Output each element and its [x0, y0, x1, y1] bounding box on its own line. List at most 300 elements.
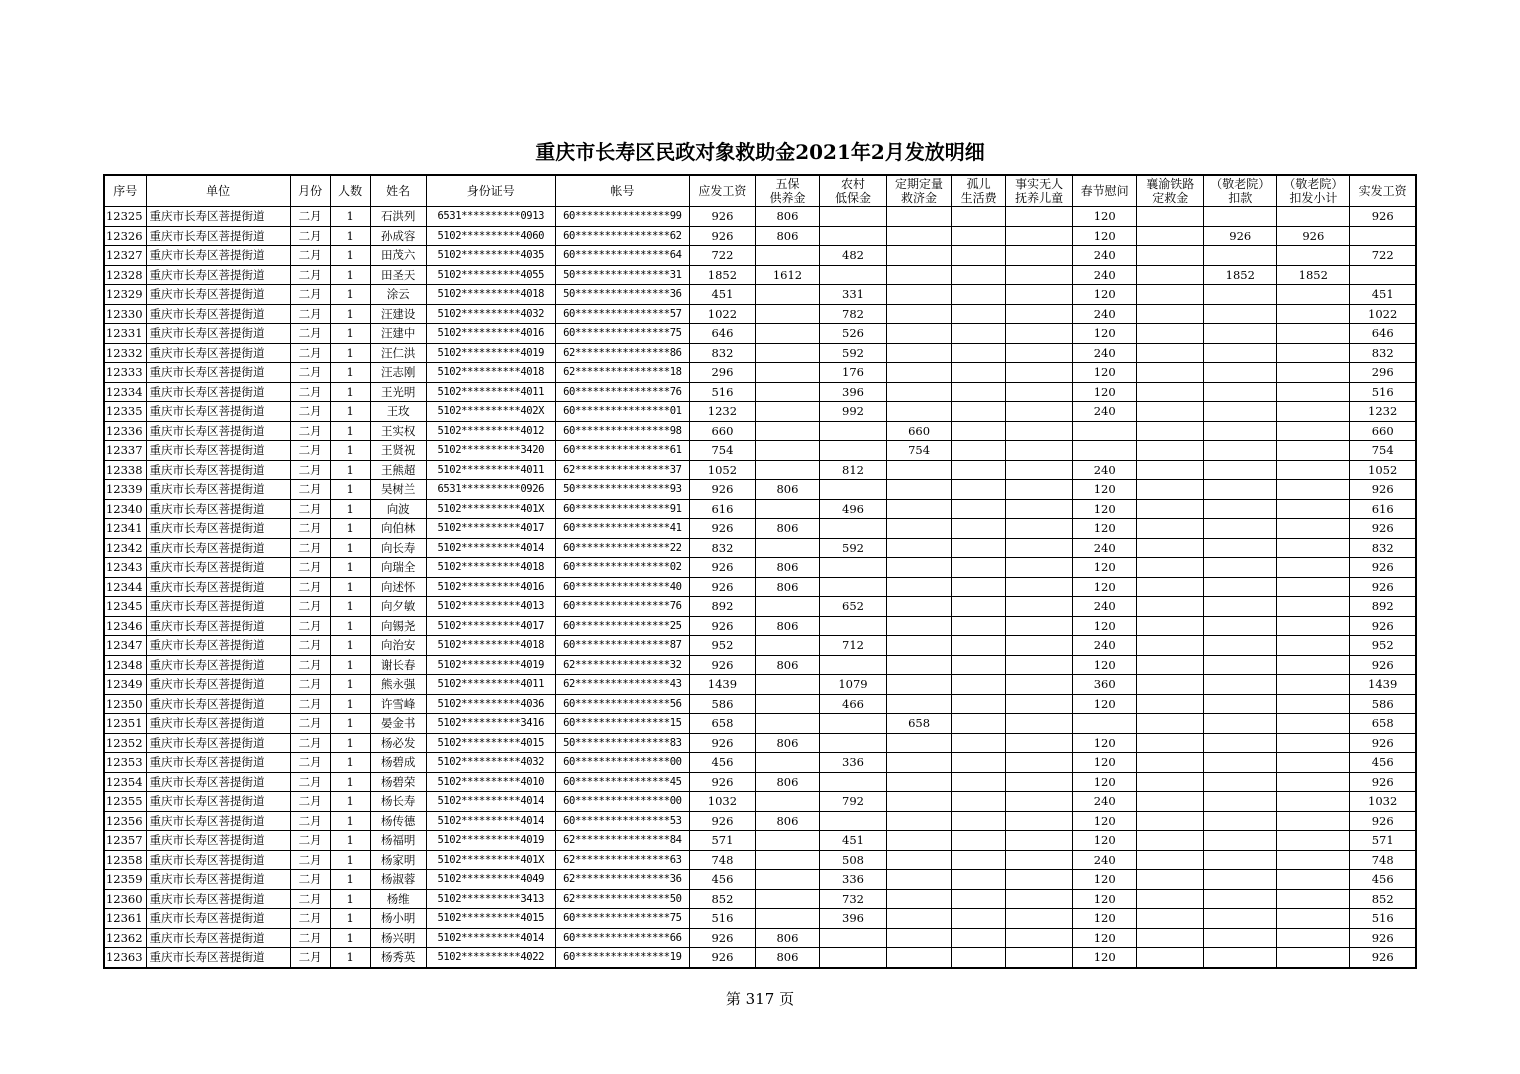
- unit-cell: 重庆市长寿区菩提街道: [146, 402, 290, 422]
- serial-cell: 12342: [104, 538, 146, 558]
- unsupported-children-cell: [1006, 948, 1073, 968]
- rural-subsistence-cell: 176: [819, 363, 886, 383]
- serial-cell: 12362: [104, 928, 146, 948]
- name-cell: 杨小明: [370, 909, 426, 929]
- spring-festival-cell: 120: [1073, 772, 1137, 792]
- nursing-home-subtotal-cell: [1277, 499, 1350, 519]
- col-header-spring-festival: 春节慰问: [1073, 175, 1137, 207]
- rural-subsistence-cell: [819, 811, 886, 831]
- unit-cell: 重庆市长寿区菩提街道: [146, 480, 290, 500]
- net-pay-cell: 926: [1350, 519, 1416, 539]
- unsupported-children-cell: [1006, 636, 1073, 656]
- spring-festival-cell: 240: [1073, 265, 1137, 285]
- serial-cell: 12361: [104, 909, 146, 929]
- month-cell: 二月: [290, 402, 330, 422]
- col-header-unit: 单位: [146, 175, 290, 207]
- spring-festival-cell: 120: [1073, 207, 1137, 227]
- serial-cell: 12334: [104, 382, 146, 402]
- serial-cell: 12329: [104, 285, 146, 305]
- name-cell: 向锡尧: [370, 616, 426, 636]
- orphan-allowance-cell: [952, 889, 1006, 909]
- nursing-home-subtotal-cell: [1277, 772, 1350, 792]
- serial-cell: 12326: [104, 226, 146, 246]
- nursing-home-subtotal-cell: [1277, 636, 1350, 656]
- gross-pay-cell: 456: [689, 870, 755, 890]
- railway-relief-cell: [1137, 694, 1204, 714]
- periodic-relief-cell: [887, 226, 952, 246]
- unsupported-children-cell: [1006, 909, 1073, 929]
- account-cell: 60****************62: [555, 226, 689, 246]
- table-row: [104, 948, 1416, 968]
- net-pay-cell: [1350, 226, 1416, 246]
- month-cell: 二月: [290, 265, 330, 285]
- gross-pay-cell: 926: [689, 655, 755, 675]
- month-cell: 二月: [290, 889, 330, 909]
- gross-pay-cell: 952: [689, 636, 755, 656]
- count-cell: 1: [330, 304, 370, 324]
- orphan-allowance-cell: [952, 421, 1006, 441]
- gross-pay-cell: 658: [689, 714, 755, 734]
- table-row: [104, 850, 1416, 870]
- nursing-home-subtotal-cell: [1277, 207, 1350, 227]
- name-cell: 涂云: [370, 285, 426, 305]
- rural-subsistence-cell: 396: [819, 909, 886, 929]
- nursing-home-deduction-cell: [1204, 928, 1277, 948]
- net-pay-cell: 952: [1350, 636, 1416, 656]
- month-cell: 二月: [290, 538, 330, 558]
- account-cell: 60****************61: [555, 441, 689, 461]
- col-header-count: 人数: [330, 175, 370, 207]
- net-pay-cell: 926: [1350, 772, 1416, 792]
- nursing-home-deduction-cell: [1204, 421, 1277, 441]
- account-cell: 60****************00: [555, 753, 689, 773]
- five-guarantee-cell: [755, 831, 819, 851]
- table-row: [104, 733, 1416, 753]
- railway-relief-cell: [1137, 636, 1204, 656]
- unit-cell: 重庆市长寿区菩提街道: [146, 772, 290, 792]
- count-cell: 1: [330, 714, 370, 734]
- table-row: [104, 928, 1416, 948]
- count-cell: 1: [330, 558, 370, 578]
- month-cell: 二月: [290, 772, 330, 792]
- account-cell: 62****************84: [555, 831, 689, 851]
- month-cell: 二月: [290, 636, 330, 656]
- net-pay-cell: 1022: [1350, 304, 1416, 324]
- periodic-relief-cell: [887, 246, 952, 266]
- name-cell: 汪志刚: [370, 363, 426, 383]
- nursing-home-deduction-cell: [1204, 363, 1277, 383]
- unsupported-children-cell: [1006, 499, 1073, 519]
- rural-subsistence-cell: 526: [819, 324, 886, 344]
- serial-cell: 12333: [104, 363, 146, 383]
- orphan-allowance-cell: [952, 382, 1006, 402]
- five-guarantee-cell: [755, 343, 819, 363]
- table-row: [104, 675, 1416, 695]
- rural-subsistence-cell: 396: [819, 382, 886, 402]
- count-cell: 1: [330, 265, 370, 285]
- id-number-cell: 5102**********4018: [426, 636, 555, 656]
- periodic-relief-cell: [887, 460, 952, 480]
- name-cell: 王光明: [370, 382, 426, 402]
- month-cell: 二月: [290, 499, 330, 519]
- railway-relief-cell: [1137, 460, 1204, 480]
- serial-cell: 12352: [104, 733, 146, 753]
- account-cell: 62****************32: [555, 655, 689, 675]
- name-cell: 汪建中: [370, 324, 426, 344]
- name-cell: 晏金书: [370, 714, 426, 734]
- unsupported-children-cell: [1006, 850, 1073, 870]
- spring-festival-cell: 120: [1073, 753, 1137, 773]
- orphan-allowance-cell: [952, 636, 1006, 656]
- net-pay-cell: 926: [1350, 811, 1416, 831]
- spring-festival-cell: 240: [1073, 402, 1137, 422]
- rural-subsistence-cell: 331: [819, 285, 886, 305]
- railway-relief-cell: [1137, 831, 1204, 851]
- orphan-allowance-cell: [952, 714, 1006, 734]
- account-cell: 60****************22: [555, 538, 689, 558]
- rural-subsistence-cell: [819, 655, 886, 675]
- account-cell: 60****************01: [555, 402, 689, 422]
- account-cell: 60****************98: [555, 421, 689, 441]
- unsupported-children-cell: [1006, 753, 1073, 773]
- gross-pay-cell: 1032: [689, 792, 755, 812]
- railway-relief-cell: [1137, 792, 1204, 812]
- nursing-home-deduction-cell: [1204, 285, 1277, 305]
- periodic-relief-cell: [887, 324, 952, 344]
- account-cell: 50****************93: [555, 480, 689, 500]
- id-number-cell: 5102**********4011: [426, 460, 555, 480]
- orphan-allowance-cell: [952, 402, 1006, 422]
- gross-pay-cell: 926: [689, 226, 755, 246]
- count-cell: 1: [330, 772, 370, 792]
- gross-pay-cell: 660: [689, 421, 755, 441]
- periodic-relief-cell: [887, 694, 952, 714]
- unsupported-children-cell: [1006, 480, 1073, 500]
- nursing-home-deduction-cell: [1204, 460, 1277, 480]
- rural-subsistence-cell: [819, 207, 886, 227]
- id-number-cell: 5102**********4019: [426, 343, 555, 363]
- count-cell: 1: [330, 733, 370, 753]
- month-cell: 二月: [290, 655, 330, 675]
- unit-cell: 重庆市长寿区菩提街道: [146, 226, 290, 246]
- nursing-home-subtotal-cell: [1277, 694, 1350, 714]
- rural-subsistence-cell: 732: [819, 889, 886, 909]
- account-cell: 62****************43: [555, 675, 689, 695]
- count-cell: 1: [330, 538, 370, 558]
- spring-festival-cell: 120: [1073, 558, 1137, 578]
- periodic-relief-cell: 660: [887, 421, 952, 441]
- railway-relief-cell: [1137, 928, 1204, 948]
- unit-cell: 重庆市长寿区菩提街道: [146, 324, 290, 344]
- rural-subsistence-cell: [819, 733, 886, 753]
- orphan-allowance-cell: [952, 948, 1006, 968]
- id-number-cell: 5102**********4055: [426, 265, 555, 285]
- gross-pay-cell: 296: [689, 363, 755, 383]
- spring-festival-cell: 120: [1073, 811, 1137, 831]
- name-cell: 向波: [370, 499, 426, 519]
- nursing-home-deduction-cell: [1204, 655, 1277, 675]
- unsupported-children-cell: [1006, 558, 1073, 578]
- five-guarantee-cell: [755, 675, 819, 695]
- serial-cell: 12339: [104, 480, 146, 500]
- railway-relief-cell: [1137, 265, 1204, 285]
- nursing-home-deduction-cell: [1204, 304, 1277, 324]
- periodic-relief-cell: [887, 636, 952, 656]
- month-cell: 二月: [290, 226, 330, 246]
- table-row: [104, 694, 1416, 714]
- spring-festival-cell: 240: [1073, 636, 1137, 656]
- periodic-relief-cell: [887, 499, 952, 519]
- nursing-home-subtotal-cell: 1852: [1277, 265, 1350, 285]
- gross-pay-cell: 832: [689, 343, 755, 363]
- railway-relief-cell: [1137, 772, 1204, 792]
- unsupported-children-cell: [1006, 460, 1073, 480]
- table-row: [104, 304, 1416, 324]
- nursing-home-deduction-cell: [1204, 675, 1277, 695]
- id-number-cell: 5102**********4019: [426, 831, 555, 851]
- account-cell: 60****************56: [555, 694, 689, 714]
- nursing-home-subtotal-cell: [1277, 948, 1350, 968]
- orphan-allowance-cell: [952, 694, 1006, 714]
- spring-festival-cell: 240: [1073, 538, 1137, 558]
- unit-cell: 重庆市长寿区菩提街道: [146, 304, 290, 324]
- spring-festival-cell: 240: [1073, 343, 1137, 363]
- account-cell: 60****************02: [555, 558, 689, 578]
- id-number-cell: 5102**********3416: [426, 714, 555, 734]
- periodic-relief-cell: [887, 792, 952, 812]
- net-pay-cell: 1032: [1350, 792, 1416, 812]
- orphan-allowance-cell: [952, 226, 1006, 246]
- count-cell: 1: [330, 382, 370, 402]
- railway-relief-cell: [1137, 343, 1204, 363]
- count-cell: 1: [330, 811, 370, 831]
- gross-pay-cell: 616: [689, 499, 755, 519]
- spring-festival-cell: 120: [1073, 909, 1137, 929]
- unit-cell: 重庆市长寿区菩提街道: [146, 363, 290, 383]
- nursing-home-subtotal-cell: [1277, 870, 1350, 890]
- railway-relief-cell: [1137, 421, 1204, 441]
- table-body: [104, 207, 1416, 968]
- table-row: [104, 246, 1416, 266]
- railway-relief-cell: [1137, 324, 1204, 344]
- col-header-nursing-home-deduction: （敬老院） 扣款: [1204, 175, 1277, 207]
- unit-cell: 重庆市长寿区菩提街道: [146, 246, 290, 266]
- periodic-relief-cell: 754: [887, 441, 952, 461]
- unsupported-children-cell: [1006, 538, 1073, 558]
- orphan-allowance-cell: [952, 519, 1006, 539]
- table-row: [104, 831, 1416, 851]
- spring-festival-cell: 120: [1073, 831, 1137, 851]
- net-pay-cell: 516: [1350, 382, 1416, 402]
- unsupported-children-cell: [1006, 694, 1073, 714]
- serial-cell: 12332: [104, 343, 146, 363]
- unit-cell: 重庆市长寿区菩提街道: [146, 343, 290, 363]
- rural-subsistence-cell: 782: [819, 304, 886, 324]
- unit-cell: 重庆市长寿区菩提街道: [146, 655, 290, 675]
- account-cell: 62****************37: [555, 460, 689, 480]
- nursing-home-deduction-cell: [1204, 909, 1277, 929]
- net-pay-cell: 926: [1350, 207, 1416, 227]
- rural-subsistence-cell: 1079: [819, 675, 886, 695]
- table-row: [104, 655, 1416, 675]
- month-cell: 二月: [290, 246, 330, 266]
- gross-pay-cell: 722: [689, 246, 755, 266]
- spring-festival-cell: 120: [1073, 655, 1137, 675]
- count-cell: 1: [330, 948, 370, 968]
- unsupported-children-cell: [1006, 889, 1073, 909]
- count-cell: 1: [330, 324, 370, 344]
- month-cell: 二月: [290, 616, 330, 636]
- rural-subsistence-cell: 992: [819, 402, 886, 422]
- rural-subsistence-cell: 496: [819, 499, 886, 519]
- orphan-allowance-cell: [952, 480, 1006, 500]
- account-cell: 50****************36: [555, 285, 689, 305]
- net-pay-cell: 926: [1350, 928, 1416, 948]
- nursing-home-deduction-cell: [1204, 889, 1277, 909]
- count-cell: 1: [330, 597, 370, 617]
- table-header-row: [104, 175, 1416, 207]
- count-cell: 1: [330, 616, 370, 636]
- unit-cell: 重庆市长寿区菩提街道: [146, 831, 290, 851]
- account-cell: 60****************19: [555, 948, 689, 968]
- id-number-cell: 5102**********4015: [426, 733, 555, 753]
- account-cell: 60****************66: [555, 928, 689, 948]
- unit-cell: 重庆市长寿区菩提街道: [146, 382, 290, 402]
- periodic-relief-cell: [887, 597, 952, 617]
- id-number-cell: 5102**********401X: [426, 850, 555, 870]
- periodic-relief-cell: [887, 850, 952, 870]
- account-cell: 50****************31: [555, 265, 689, 285]
- net-pay-cell: 586: [1350, 694, 1416, 714]
- five-guarantee-cell: 806: [755, 519, 819, 539]
- col-header-account: 帐号: [555, 175, 689, 207]
- nursing-home-subtotal-cell: [1277, 831, 1350, 851]
- gross-pay-cell: 926: [689, 616, 755, 636]
- railway-relief-cell: [1137, 616, 1204, 636]
- net-pay-cell: 926: [1350, 558, 1416, 578]
- serial-cell: 12356: [104, 811, 146, 831]
- nursing-home-subtotal-cell: [1277, 519, 1350, 539]
- month-cell: 二月: [290, 441, 330, 461]
- nursing-home-subtotal-cell: [1277, 285, 1350, 305]
- gross-pay-cell: 1439: [689, 675, 755, 695]
- orphan-allowance-cell: [952, 928, 1006, 948]
- orphan-allowance-cell: [952, 772, 1006, 792]
- net-pay-cell: 516: [1350, 909, 1416, 929]
- name-cell: 杨淑蓉: [370, 870, 426, 890]
- nursing-home-deduction-cell: [1204, 636, 1277, 656]
- unsupported-children-cell: [1006, 928, 1073, 948]
- name-cell: 向长寿: [370, 538, 426, 558]
- five-guarantee-cell: [755, 324, 819, 344]
- table-row: [104, 343, 1416, 363]
- count-cell: 1: [330, 226, 370, 246]
- nursing-home-subtotal-cell: [1277, 811, 1350, 831]
- serial-cell: 12363: [104, 948, 146, 968]
- spring-festival-cell: [1073, 441, 1137, 461]
- rural-subsistence-cell: [819, 928, 886, 948]
- spring-festival-cell: 120: [1073, 499, 1137, 519]
- unsupported-children-cell: [1006, 226, 1073, 246]
- spring-festival-cell: 120: [1073, 226, 1137, 246]
- railway-relief-cell: [1137, 558, 1204, 578]
- table-row: [104, 499, 1416, 519]
- unsupported-children-cell: [1006, 402, 1073, 422]
- id-number-cell: 5102**********4019: [426, 655, 555, 675]
- name-cell: 向治安: [370, 636, 426, 656]
- net-pay-cell: 722: [1350, 246, 1416, 266]
- gross-pay-cell: 1052: [689, 460, 755, 480]
- orphan-allowance-cell: [952, 655, 1006, 675]
- id-number-cell: 5102**********4022: [426, 948, 555, 968]
- orphan-allowance-cell: [952, 753, 1006, 773]
- orphan-allowance-cell: [952, 246, 1006, 266]
- spring-festival-cell: 120: [1073, 363, 1137, 383]
- gross-pay-cell: 1852: [689, 265, 755, 285]
- five-guarantee-cell: [755, 304, 819, 324]
- table-row: [104, 753, 1416, 773]
- nursing-home-deduction-cell: [1204, 324, 1277, 344]
- id-number-cell: 5102**********4036: [426, 694, 555, 714]
- table-row: [104, 226, 1416, 246]
- net-pay-cell: 1232: [1350, 402, 1416, 422]
- orphan-allowance-cell: [952, 811, 1006, 831]
- five-guarantee-cell: [755, 694, 819, 714]
- unit-cell: 重庆市长寿区菩提街道: [146, 694, 290, 714]
- unit-cell: 重庆市长寿区菩提街道: [146, 441, 290, 461]
- periodic-relief-cell: [887, 909, 952, 929]
- nursing-home-subtotal-cell: [1277, 324, 1350, 344]
- spring-festival-cell: 360: [1073, 675, 1137, 695]
- serial-cell: 12337: [104, 441, 146, 461]
- nursing-home-deduction-cell: [1204, 714, 1277, 734]
- gross-pay-cell: 571: [689, 831, 755, 851]
- periodic-relief-cell: [887, 577, 952, 597]
- unit-cell: 重庆市长寿区菩提街道: [146, 616, 290, 636]
- rural-subsistence-cell: 466: [819, 694, 886, 714]
- month-cell: 二月: [290, 928, 330, 948]
- count-cell: 1: [330, 499, 370, 519]
- orphan-allowance-cell: [952, 831, 1006, 851]
- railway-relief-cell: [1137, 655, 1204, 675]
- nursing-home-deduction-cell: [1204, 733, 1277, 753]
- gross-pay-cell: 516: [689, 382, 755, 402]
- account-cell: 50****************83: [555, 733, 689, 753]
- count-cell: 1: [330, 636, 370, 656]
- net-pay-cell: 748: [1350, 850, 1416, 870]
- rural-subsistence-cell: 592: [819, 538, 886, 558]
- nursing-home-deduction-cell: [1204, 948, 1277, 968]
- nursing-home-deduction-cell: [1204, 480, 1277, 500]
- five-guarantee-cell: 806: [755, 948, 819, 968]
- periodic-relief-cell: [887, 285, 952, 305]
- railway-relief-cell: [1137, 733, 1204, 753]
- spring-festival-cell: 120: [1073, 928, 1137, 948]
- account-cell: 60****************75: [555, 909, 689, 929]
- railway-relief-cell: [1137, 870, 1204, 890]
- nursing-home-subtotal-cell: [1277, 850, 1350, 870]
- unsupported-children-cell: [1006, 441, 1073, 461]
- orphan-allowance-cell: [952, 577, 1006, 597]
- nursing-home-deduction-cell: [1204, 694, 1277, 714]
- serial-cell: 12348: [104, 655, 146, 675]
- unsupported-children-cell: [1006, 207, 1073, 227]
- id-number-cell: 5102**********4014: [426, 811, 555, 831]
- name-cell: 向伯林: [370, 519, 426, 539]
- nursing-home-subtotal-cell: [1277, 733, 1350, 753]
- serial-cell: 12330: [104, 304, 146, 324]
- unsupported-children-cell: [1006, 870, 1073, 890]
